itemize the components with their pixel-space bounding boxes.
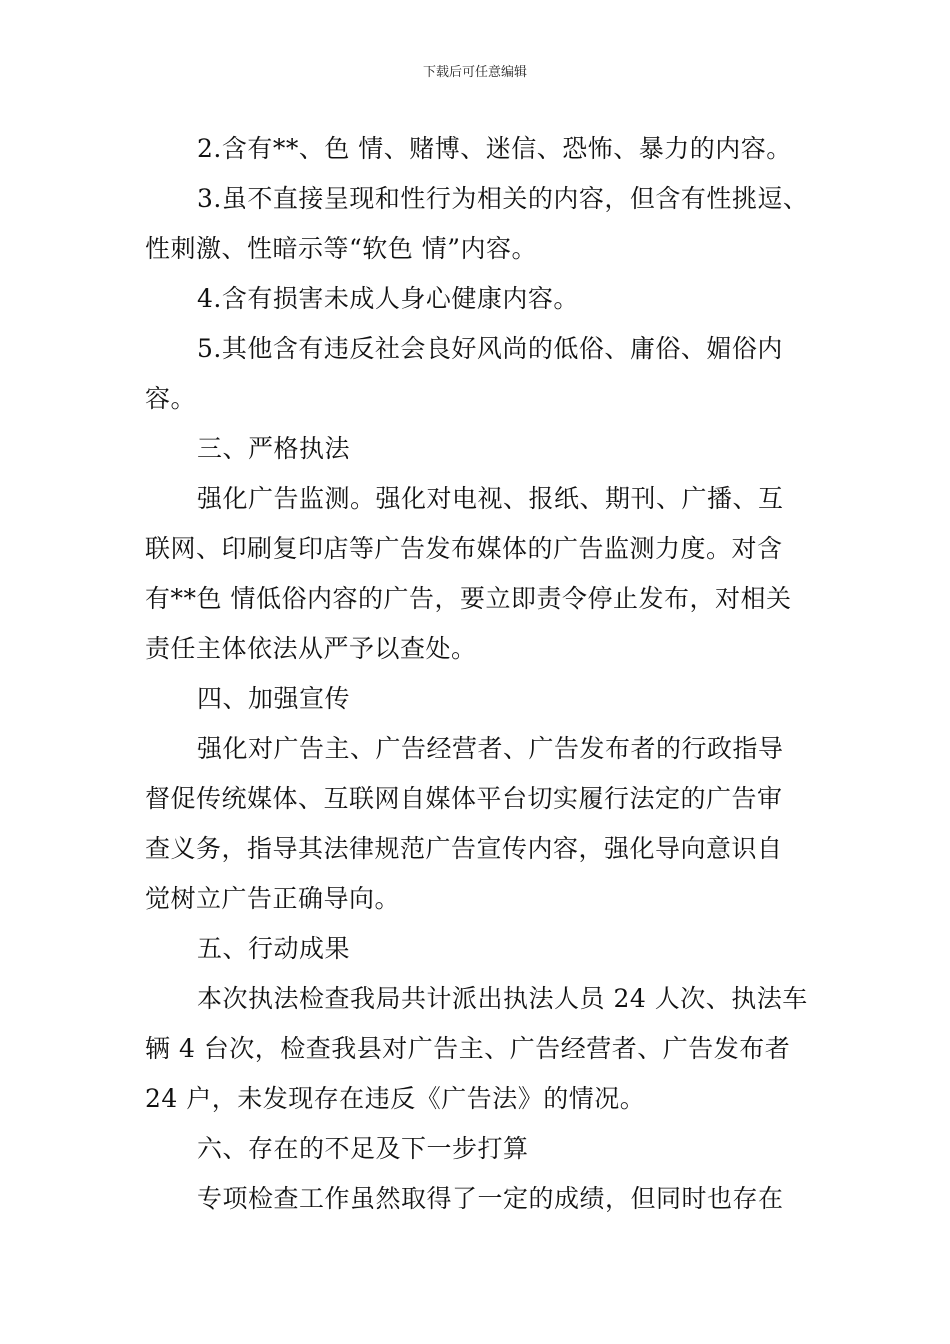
text-line: 有**色 情低俗内容的广告，要立即责令停止发布，对相关 bbox=[145, 584, 792, 613]
text-line: 责任主体依法从严予以查处。 bbox=[145, 634, 477, 663]
section-heading: 五、行动成果 bbox=[197, 934, 351, 963]
text-line: 3.虽不直接呈现和性行为相关的内容，但含有性挑逗、 bbox=[197, 184, 809, 213]
text-line: 查义务，指导其法律规范广告宣传内容，强化导向意识自 bbox=[145, 834, 783, 863]
text-line: 本次执法检查我局共计派出执法人员 24 人次、执法车 bbox=[197, 984, 808, 1013]
section-heading: 三、严格执法 bbox=[197, 434, 351, 463]
text-line: 专项检查工作虽然取得了一定的成绩，但同时也存在 bbox=[197, 1184, 784, 1213]
page-header: 下载后可任意编辑 bbox=[422, 65, 527, 80]
document-body bbox=[145, 124, 825, 1224]
text-line: 辆 4 台次，检查我县对广告主、广告经营者、广告发布者 bbox=[145, 1034, 791, 1063]
text-line: 容。 bbox=[145, 384, 197, 413]
text-line: 觉树立广告正确导向。 bbox=[145, 884, 401, 913]
text-line: 督促传统媒体、互联网自媒体平台切实履行法定的广告审 bbox=[145, 784, 783, 813]
text-line: 5.其他含有违反社会良好风尚的低俗、庸俗、媚俗内 bbox=[197, 334, 783, 363]
text-line: 性刺激、性暗示等“软色 情”内容。 bbox=[145, 234, 538, 263]
section-heading: 四、加强宣传 bbox=[197, 684, 351, 713]
text-line: 联网、印刷复印店等广告发布媒体的广告监测力度。对含 bbox=[145, 534, 783, 563]
text-line: 强化对广告主、广告经营者、广告发布者的行政指导 bbox=[197, 734, 784, 763]
text-line: 4.含有损害未成人身心健康内容。 bbox=[197, 284, 579, 313]
text-line: 24 户，未发现存在违反《广告法》的情况。 bbox=[145, 1084, 646, 1113]
text-line: 强化广告监测。强化对电视、报纸、期刊、广播、互 bbox=[197, 484, 784, 513]
section-heading: 六、存在的不足及下一步打算 bbox=[197, 1134, 529, 1163]
text-line: 2.含有**、色 情、赌博、迷信、恐怖、暴力的内容。 bbox=[197, 134, 792, 163]
